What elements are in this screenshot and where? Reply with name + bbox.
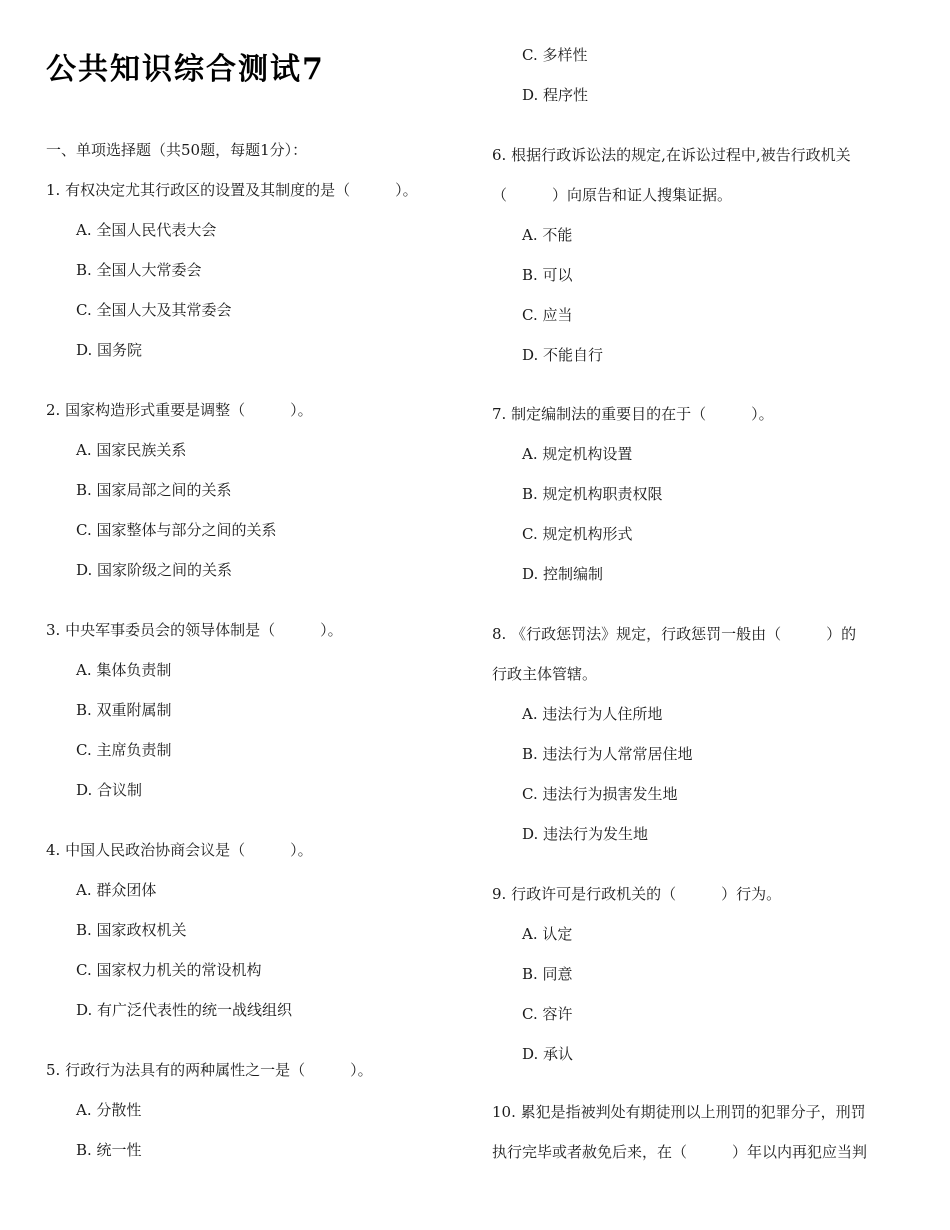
option: C. 国家权力机关的常设机构 [76,961,262,979]
option: D. 国务院 [76,341,143,359]
question-8: 8. 《行政惩罚法》规定，行政惩罚一般由（ ）的 [492,625,857,643]
option: C. 国家整体与部分之间的关系 [76,521,277,539]
option: B. 违法行为人常常居住地 [522,745,693,763]
option: B. 国家局部之间的关系 [76,481,232,499]
option: A. 集体负责制 [76,661,172,679]
question-6: 6. 根据行政诉讼法的规定,在诉讼过程中,被告行政机关 [492,146,851,164]
option: A. 认定 [522,925,573,943]
option: C. 主席负责制 [76,741,172,759]
option: B. 可以 [522,266,573,284]
option: D. 合议制 [76,781,143,799]
option: B. 统一性 [76,1141,142,1159]
option: A. 规定机构设置 [522,445,633,463]
option: B. 同意 [522,965,573,983]
option: A. 群众团体 [76,881,157,899]
question-6-cont: （ ）向原告和证人搜集证据。 [492,186,733,204]
option: B. 规定机构职责权限 [522,485,663,503]
option: D. 承认 [522,1045,574,1063]
option: A. 国家民族关系 [76,441,187,459]
option: C. 应当 [522,306,573,324]
question-10-cont: 执行完毕或者赦免后来，在（ ）年以内再犯应当判 [492,1143,868,1161]
option: C. 容许 [522,1005,573,1023]
question-9: 9. 行政许可是行政机关的（ ）行为。 [492,885,782,903]
option: C. 规定机构形式 [522,525,633,543]
question-4: 4. 中国人民政治协商会议是（ ）。 [46,841,313,859]
question-1: 1. 有权决定尤其行政区的设置及其制度的是（ ）。 [46,181,418,199]
option: A. 不能 [522,226,573,244]
page-title: 公共知识综合测试7 [46,52,325,87]
option: B. 双重附属制 [76,701,172,719]
option: D. 违法行为发生地 [522,825,649,843]
option: C. 违法行为损害发生地 [522,785,678,803]
option: A. 分散性 [76,1101,142,1119]
option: A. 全国人民代表大会 [76,221,217,239]
question-7: 7. 制定编制法的重要目的在于（ ）。 [492,405,774,423]
question-2: 2. 国家构造形式重要是调整（ ）。 [46,401,313,419]
option: B. 全国人大常委会 [76,261,202,279]
question-8-cont: 行政主体管辖。 [492,665,598,683]
option: D. 控制编制 [522,565,604,583]
option: B. 国家政权机关 [76,921,187,939]
option: D. 国家阶级之间的关系 [76,561,233,579]
option: D. 程序性 [522,86,589,104]
section-header: 一、单项选择题（共50题，每题1分）： [46,141,308,159]
question-5: 5. 行政行为法具有的两种属性之一是（ ）。 [46,1061,373,1079]
option: C. 全国人大及其常委会 [76,301,232,319]
option: C. 多样性 [522,46,588,64]
option: D. 有广泛代表性的统一战线组织 [76,1001,293,1019]
question-3: 3. 中央军事委员会的领导体制是（ ）。 [46,621,343,639]
question-10: 10. 累犯是指被判处有期徒刑以上刑罚的犯罪分子，刑罚 [492,1103,866,1121]
option: D. 不能自行 [522,346,604,364]
option: A. 违法行为人住所地 [522,705,663,723]
